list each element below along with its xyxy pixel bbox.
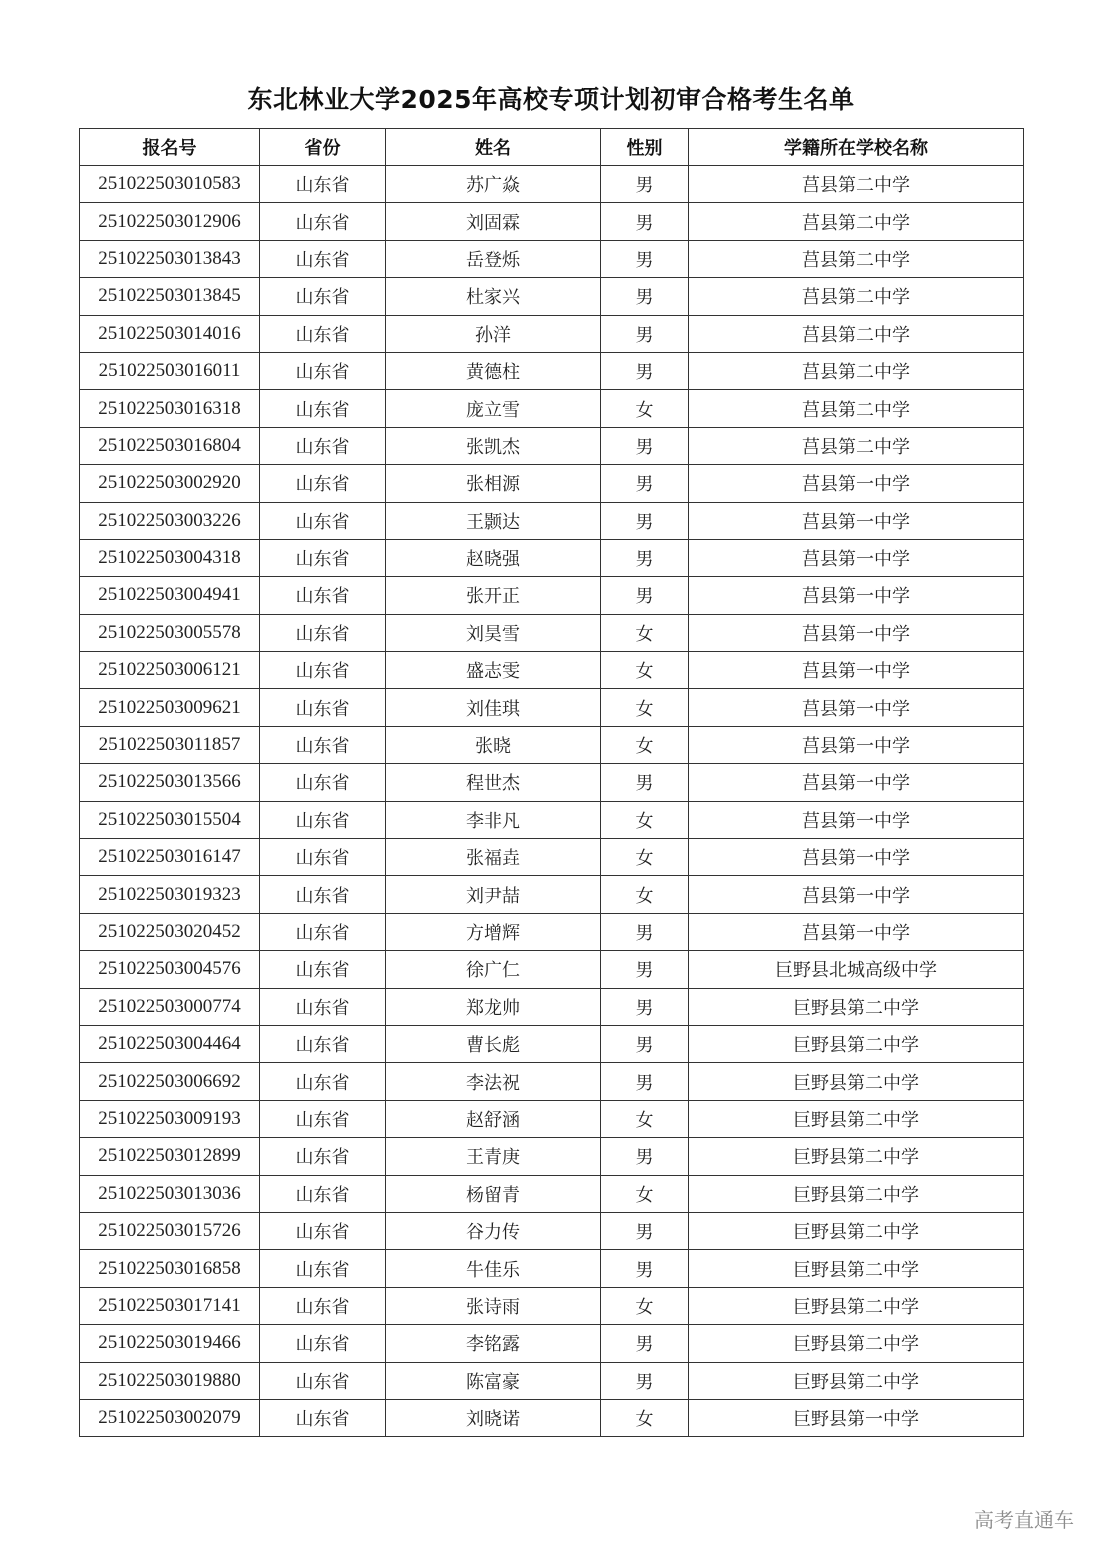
- cell-school: 莒县第一中学: [689, 539, 1024, 576]
- cell-registration-number: 251022503013036: [80, 1175, 260, 1212]
- cell-school: 莒县第一中学: [689, 764, 1024, 801]
- cell-registration-number: 251022503004576: [80, 951, 260, 988]
- cell-province: 山东省: [260, 1212, 386, 1249]
- cell-gender: 男: [601, 427, 689, 464]
- cell-gender: 女: [601, 1287, 689, 1324]
- cell-gender: 男: [601, 1063, 689, 1100]
- cell-registration-number: 251022503019880: [80, 1362, 260, 1399]
- cell-registration-number: 251022503002079: [80, 1399, 260, 1436]
- header-gender: 性别: [601, 129, 689, 166]
- cell-gender: 男: [601, 1138, 689, 1175]
- header-registration-number: 报名号: [80, 129, 260, 166]
- cell-gender: 男: [601, 1212, 689, 1249]
- cell-gender: 男: [601, 577, 689, 614]
- cell-gender: 男: [601, 278, 689, 315]
- table-row: [80, 390, 1024, 427]
- cell-province: 山东省: [260, 465, 386, 502]
- cell-province: 山东省: [260, 839, 386, 876]
- cell-name: 张诗雨: [386, 1287, 601, 1324]
- cell-registration-number: 251022503002920: [80, 465, 260, 502]
- cell-school: 莒县第二中学: [689, 427, 1024, 464]
- document-title: 东北林业大学2025年高校专项计划初审合格考生名单: [247, 85, 855, 114]
- cell-province: 山东省: [260, 801, 386, 838]
- cell-gender: 女: [601, 839, 689, 876]
- cell-name: 方增辉: [386, 913, 601, 950]
- cell-registration-number: 251022503013843: [80, 240, 260, 277]
- cell-name: 谷力传: [386, 1212, 601, 1249]
- cell-school: 巨野县北城高级中学: [689, 951, 1024, 988]
- table-row: [80, 502, 1024, 539]
- cell-school: 巨野县第二中学: [689, 1175, 1024, 1212]
- table-body: [80, 166, 1024, 1437]
- cell-gender: 女: [601, 1100, 689, 1137]
- cell-gender: 男: [601, 539, 689, 576]
- cell-gender: 男: [601, 1362, 689, 1399]
- cell-school: 巨野县第二中学: [689, 1063, 1024, 1100]
- cell-registration-number: 251022503017141: [80, 1287, 260, 1324]
- header-province: 省份: [260, 129, 386, 166]
- cell-registration-number: 251022503012899: [80, 1138, 260, 1175]
- table-row: [80, 465, 1024, 502]
- cell-name: 张福垚: [386, 839, 601, 876]
- cell-registration-number: 251022503009193: [80, 1100, 260, 1137]
- cell-gender: 女: [601, 1399, 689, 1436]
- cell-registration-number: 251022503011857: [80, 726, 260, 763]
- cell-province: 山东省: [260, 1362, 386, 1399]
- table-row: [80, 1250, 1024, 1287]
- table-row: [80, 315, 1024, 352]
- cell-gender: 男: [601, 913, 689, 950]
- cell-gender: 男: [601, 240, 689, 277]
- cell-gender: 女: [601, 652, 689, 689]
- cell-registration-number: 251022503015504: [80, 801, 260, 838]
- cell-registration-number: 251022503009621: [80, 689, 260, 726]
- cell-gender: 男: [601, 203, 689, 240]
- cell-school: 莒县第二中学: [689, 203, 1024, 240]
- cell-name: 程世杰: [386, 764, 601, 801]
- table-row: [80, 1287, 1024, 1324]
- cell-province: 山东省: [260, 1287, 386, 1324]
- cell-province: 山东省: [260, 539, 386, 576]
- cell-school: 莒县第二中学: [689, 315, 1024, 352]
- cell-school: 巨野县第二中学: [689, 1250, 1024, 1287]
- cell-name: 张晓: [386, 726, 601, 763]
- cell-school: 巨野县第二中学: [689, 1100, 1024, 1137]
- table-row: [80, 352, 1024, 389]
- table-row: [80, 726, 1024, 763]
- cell-registration-number: 251022503020452: [80, 913, 260, 950]
- table-row: [80, 764, 1024, 801]
- cell-school: 莒县第一中学: [689, 839, 1024, 876]
- cell-registration-number: 251022503016804: [80, 427, 260, 464]
- cell-school: 莒县第一中学: [689, 577, 1024, 614]
- cell-gender: 男: [601, 166, 689, 203]
- cell-gender: 男: [601, 988, 689, 1025]
- cell-registration-number: 251022503000774: [80, 988, 260, 1025]
- table-row: [80, 1399, 1024, 1436]
- cell-registration-number: 251022503004464: [80, 1025, 260, 1062]
- cell-name: 王青庚: [386, 1138, 601, 1175]
- cell-school: 莒县第一中学: [689, 876, 1024, 913]
- cell-province: 山东省: [260, 278, 386, 315]
- cell-province: 山东省: [260, 502, 386, 539]
- cell-school: 莒县第一中学: [689, 913, 1024, 950]
- cell-school: 莒县第二中学: [689, 352, 1024, 389]
- cell-school: 莒县第二中学: [689, 166, 1024, 203]
- cell-name: 张凯杰: [386, 427, 601, 464]
- cell-name: 郑龙帅: [386, 988, 601, 1025]
- table-row: [80, 166, 1024, 203]
- cell-province: 山东省: [260, 652, 386, 689]
- cell-school: 莒县第一中学: [689, 614, 1024, 651]
- cell-province: 山东省: [260, 1325, 386, 1362]
- cell-name: 李非凡: [386, 801, 601, 838]
- cell-registration-number: 251022503003226: [80, 502, 260, 539]
- table-row: [80, 1325, 1024, 1362]
- table-row: [80, 614, 1024, 651]
- cell-gender: 男: [601, 1025, 689, 1062]
- table-row: [80, 1362, 1024, 1399]
- cell-name: 曹长彪: [386, 1025, 601, 1062]
- cell-registration-number: 251022503014016: [80, 315, 260, 352]
- cell-name: 苏广焱: [386, 166, 601, 203]
- cell-school: 莒县第一中学: [689, 465, 1024, 502]
- cell-province: 山东省: [260, 988, 386, 1025]
- cell-registration-number: 251022503015726: [80, 1212, 260, 1249]
- cell-gender: 女: [601, 876, 689, 913]
- cell-name: 张开正: [386, 577, 601, 614]
- cell-school: 巨野县第二中学: [689, 1362, 1024, 1399]
- cell-province: 山东省: [260, 1063, 386, 1100]
- cell-gender: 男: [601, 465, 689, 502]
- cell-name: 李铭露: [386, 1325, 601, 1362]
- table-row: [80, 1025, 1024, 1062]
- cell-name: 陈富豪: [386, 1362, 601, 1399]
- cell-school: 莒县第一中学: [689, 652, 1024, 689]
- cell-school: 莒县第一中学: [689, 801, 1024, 838]
- cell-gender: 男: [601, 315, 689, 352]
- cell-province: 山东省: [260, 1399, 386, 1436]
- cell-name: 刘尹喆: [386, 876, 601, 913]
- cell-name: 刘昊雪: [386, 614, 601, 651]
- table-row: [80, 203, 1024, 240]
- cell-registration-number: 251022503019323: [80, 876, 260, 913]
- cell-name: 岳登烁: [386, 240, 601, 277]
- cell-name: 杨留青: [386, 1175, 601, 1212]
- candidate-table: [79, 128, 1024, 1437]
- cell-school: 莒县第一中学: [689, 689, 1024, 726]
- cell-province: 山东省: [260, 240, 386, 277]
- cell-province: 山东省: [260, 427, 386, 464]
- cell-province: 山东省: [260, 726, 386, 763]
- cell-school: 巨野县第二中学: [689, 1325, 1024, 1362]
- table-row: [80, 839, 1024, 876]
- cell-province: 山东省: [260, 614, 386, 651]
- header-school: 学籍所在学校名称: [689, 129, 1024, 166]
- cell-name: 庞立雪: [386, 390, 601, 427]
- cell-name: 刘晓诺: [386, 1399, 601, 1436]
- cell-school: 莒县第一中学: [689, 502, 1024, 539]
- cell-name: 盛志雯: [386, 652, 601, 689]
- cell-school: 巨野县第二中学: [689, 1025, 1024, 1062]
- table-row: [80, 988, 1024, 1025]
- cell-name: 杜家兴: [386, 278, 601, 315]
- cell-name: 徐广仁: [386, 951, 601, 988]
- cell-gender: 男: [601, 502, 689, 539]
- cell-province: 山东省: [260, 1175, 386, 1212]
- cell-registration-number: 251022503006692: [80, 1063, 260, 1100]
- cell-school: 莒县第二中学: [689, 240, 1024, 277]
- cell-registration-number: 251022503016011: [80, 352, 260, 389]
- cell-name: 牛佳乐: [386, 1250, 601, 1287]
- cell-gender: 男: [601, 352, 689, 389]
- cell-province: 山东省: [260, 876, 386, 913]
- cell-name: 王颢达: [386, 502, 601, 539]
- cell-province: 山东省: [260, 1025, 386, 1062]
- cell-gender: 女: [601, 1175, 689, 1212]
- table-row: [80, 427, 1024, 464]
- cell-registration-number: 251022503013566: [80, 764, 260, 801]
- table-row: [80, 652, 1024, 689]
- cell-registration-number: 251022503016858: [80, 1250, 260, 1287]
- table-header-row: [80, 129, 1024, 166]
- cell-school: 莒县第一中学: [689, 726, 1024, 763]
- cell-school: 莒县第二中学: [689, 278, 1024, 315]
- cell-name: 赵舒涵: [386, 1100, 601, 1137]
- cell-province: 山东省: [260, 689, 386, 726]
- cell-gender: 女: [601, 614, 689, 651]
- table-row: [80, 1063, 1024, 1100]
- cell-school: 巨野县第二中学: [689, 1287, 1024, 1324]
- table-row: [80, 1175, 1024, 1212]
- cell-school: 巨野县第二中学: [689, 988, 1024, 1025]
- cell-province: 山东省: [260, 913, 386, 950]
- cell-gender: 男: [601, 951, 689, 988]
- cell-registration-number: 251022503010583: [80, 166, 260, 203]
- cell-province: 山东省: [260, 352, 386, 389]
- table-row: [80, 577, 1024, 614]
- cell-registration-number: 251022503013845: [80, 278, 260, 315]
- cell-registration-number: 251022503016318: [80, 390, 260, 427]
- cell-province: 山东省: [260, 951, 386, 988]
- cell-name: 刘佳琪: [386, 689, 601, 726]
- cell-registration-number: 251022503016147: [80, 839, 260, 876]
- cell-province: 山东省: [260, 166, 386, 203]
- cell-registration-number: 251022503005578: [80, 614, 260, 651]
- table-row: [80, 278, 1024, 315]
- cell-name: 张相源: [386, 465, 601, 502]
- cell-name: 黄德柱: [386, 352, 601, 389]
- cell-province: 山东省: [260, 1100, 386, 1137]
- table-row: [80, 539, 1024, 576]
- cell-registration-number: 251022503006121: [80, 652, 260, 689]
- header-name: 姓名: [386, 129, 601, 166]
- cell-province: 山东省: [260, 577, 386, 614]
- cell-name: 赵晓强: [386, 539, 601, 576]
- table-row: [80, 1212, 1024, 1249]
- cell-province: 山东省: [260, 764, 386, 801]
- cell-gender: 男: [601, 1250, 689, 1287]
- table-row: [80, 240, 1024, 277]
- cell-gender: 男: [601, 764, 689, 801]
- table-row: [80, 913, 1024, 950]
- cell-school: 巨野县第一中学: [689, 1399, 1024, 1436]
- cell-gender: 女: [601, 801, 689, 838]
- cell-registration-number: 251022503019466: [80, 1325, 260, 1362]
- table-row: [80, 689, 1024, 726]
- cell-registration-number: 251022503004318: [80, 539, 260, 576]
- cell-name: 孙洋: [386, 315, 601, 352]
- cell-province: 山东省: [260, 1250, 386, 1287]
- watermark: 高考直通车: [974, 1508, 1074, 1532]
- cell-province: 山东省: [260, 1138, 386, 1175]
- cell-name: 刘固霖: [386, 203, 601, 240]
- table-row: [80, 1138, 1024, 1175]
- cell-registration-number: 251022503004941: [80, 577, 260, 614]
- cell-province: 山东省: [260, 203, 386, 240]
- cell-province: 山东省: [260, 315, 386, 352]
- cell-gender: 男: [601, 1325, 689, 1362]
- table-row: [80, 951, 1024, 988]
- cell-school: 巨野县第二中学: [689, 1138, 1024, 1175]
- cell-province: 山东省: [260, 390, 386, 427]
- table-row: [80, 876, 1024, 913]
- cell-school: 巨野县第二中学: [689, 1212, 1024, 1249]
- cell-registration-number: 251022503012906: [80, 203, 260, 240]
- cell-name: 李法祝: [386, 1063, 601, 1100]
- cell-gender: 女: [601, 726, 689, 763]
- cell-school: 莒县第二中学: [689, 390, 1024, 427]
- cell-gender: 女: [601, 689, 689, 726]
- table-row: [80, 1100, 1024, 1137]
- cell-gender: 女: [601, 390, 689, 427]
- table-row: [80, 801, 1024, 838]
